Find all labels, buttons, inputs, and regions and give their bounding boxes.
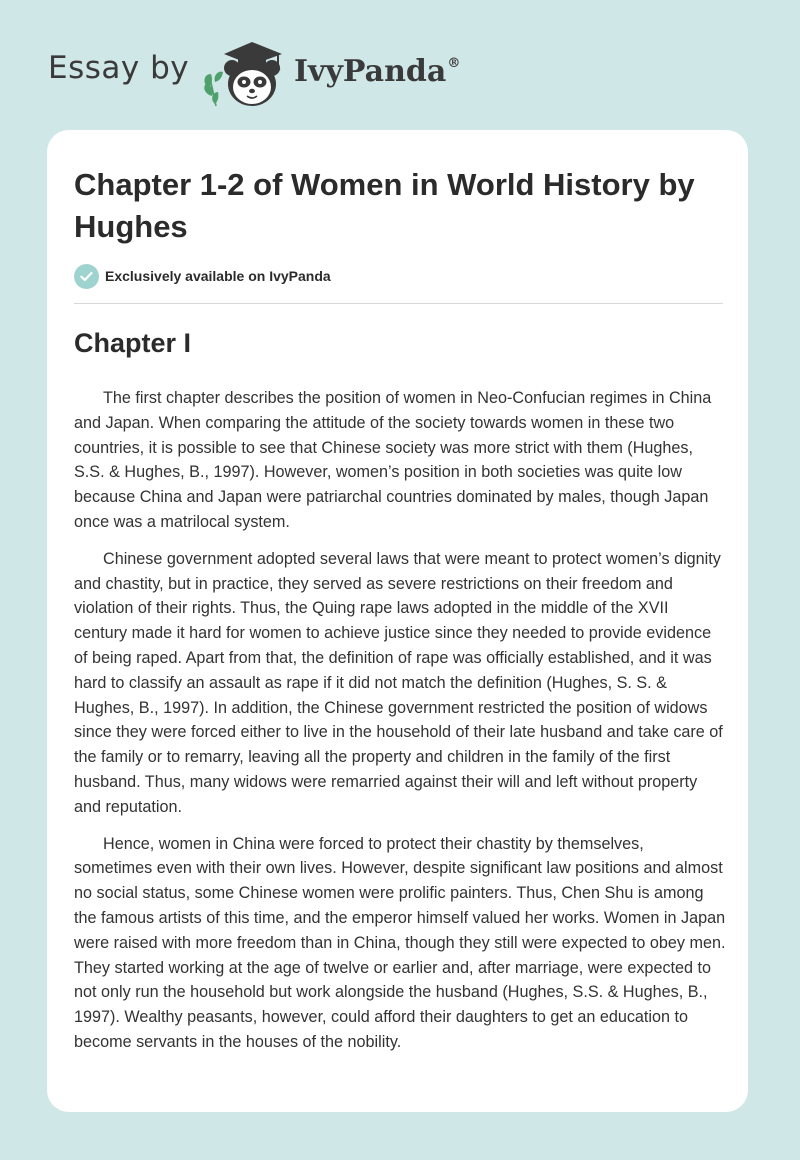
panda-graduate-icon	[200, 34, 292, 110]
essay-by-label: Essay by	[48, 50, 190, 86]
divider	[74, 303, 723, 304]
brand-name	[294, 54, 460, 89]
brand-name-text: IvyPanda	[294, 54, 447, 89]
registered-mark: ®	[447, 56, 461, 71]
checkmark-icon	[74, 264, 99, 289]
paragraph: The first chapter describes the position of women in Neo-Confucian regimes in China and Japan. When comparing the attitude of the society towards women in these two countries, it is possible to see that Chinese society was more strict with them (Hughes, S.S. & Hughes, B., 1997). However, women’s position in both societies was quite low because China and Japan were patriarchal countries dominated by males, though Japan once was a matrilocal system.	[74, 389, 712, 531]
exclusive-badge-label: Exclusively available on IvyPanda	[105, 268, 331, 284]
site-header	[0, 0, 800, 130]
article-body	[74, 386, 726, 1067]
article-card	[47, 130, 748, 1112]
paragraph: Hence, women in China were forced to protect their chastity by themselves, sometimes even with their own lives. However, despite significant law positions and almost no social status, some Chinese women were prolific painters. Thus, Chen Shu is among the famous artists of this time, and the emperor himself valued her works. Women in Japan were raised with more freedom than in China, though they still were expected to obey men. They started working at the age of twelve or earlier and, after marriage, were expected to not only run the household but work alongside the husband (Hughes, S.S. & Hughes, B., 1997). Wealthy peasants, however, could afford their daughters to get an education to become servants in the houses of the nobility.	[74, 834, 726, 1051]
exclusive-badge	[74, 263, 331, 289]
article-title: Chapter 1-2 of Women in World History by Hughes	[74, 167, 695, 244]
paragraph: Chinese government adopted several laws that were meant to protect women’s dignity and chastity, but in practice, they served as severe restrictions on their freedom and violation of their rights. Thus, the Quing rape laws adopted in the middle of the XVII century made it hard for women to achieve justice since they needed to provide evidence of being raped. Apart from that, the definition of rape was officially established, and it was hard to classify an assault as rape if it did not match the definition (Hughes, S. S. & Hughes, B., 1997). In addition, the Chinese government restricted the position of widows since they were forced either to live in the household of their late husband and take care of the family or to remarry, leaving all the property and children in the family of the first husband. Thus, many widows were remarried against their will and left without property and reputation.	[74, 549, 723, 816]
section-heading: Chapter I	[74, 328, 192, 358]
